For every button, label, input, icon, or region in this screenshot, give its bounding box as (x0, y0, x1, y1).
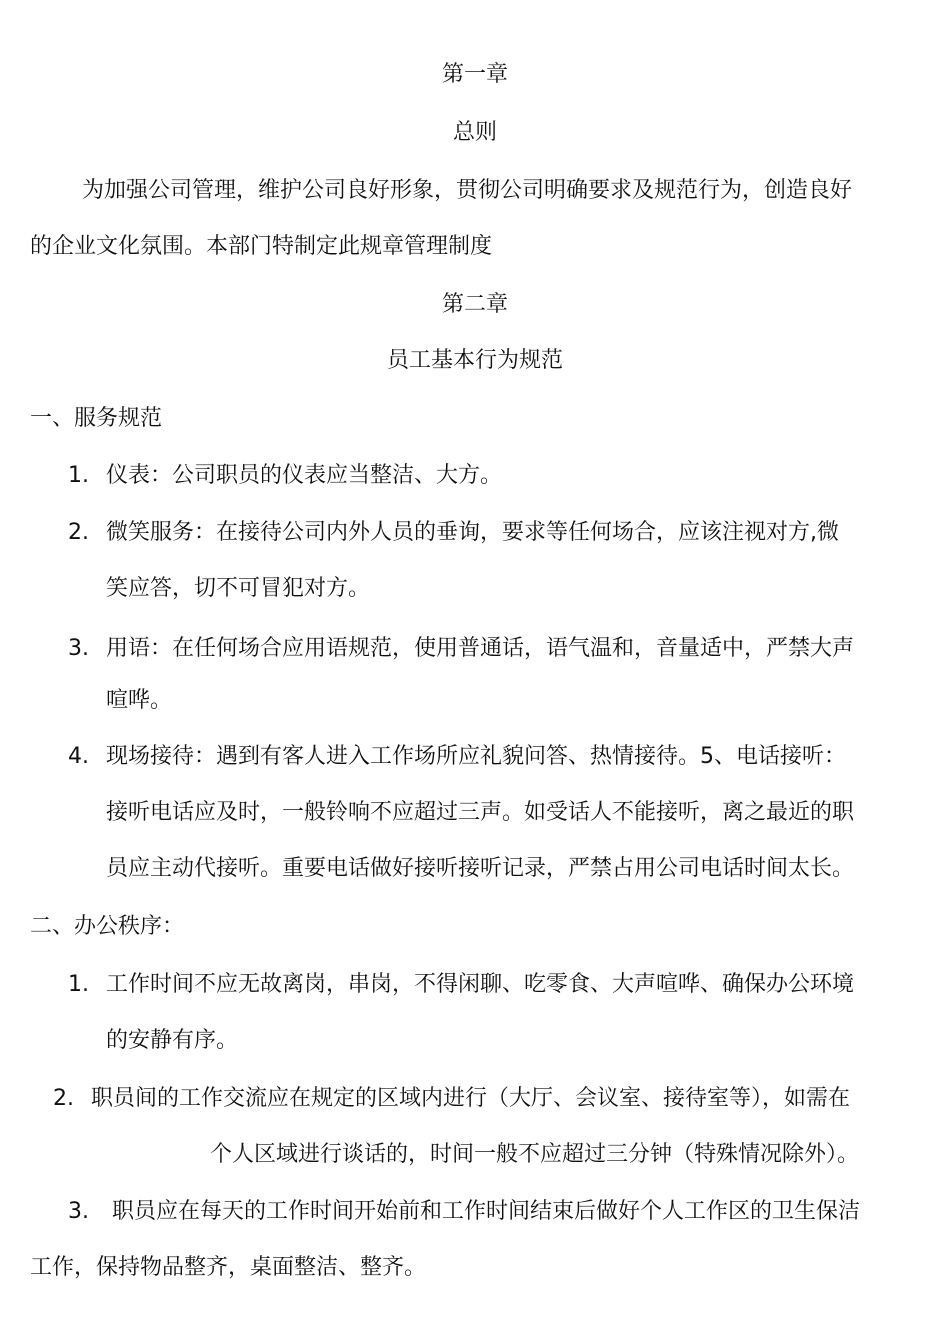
list-item-text: 现场接待：遇到有客人进入工作场所应礼貌问答、热情接待。5、电话接听： (106, 744, 846, 769)
list-item-text: 工作时间不应无故离岗，串岗，不得闲聊、吃零食、大声喧哗、确保办公环境 (106, 972, 855, 997)
list-item-continuation: 接听电话应及时，一般铃响不应超过三声。如受话人不能接听，离之最近的职 (106, 800, 855, 825)
list-item (68, 638, 854, 660)
list-item-number: 2. (68, 520, 89, 545)
list-item-text: 用语：在任何场合应用语规范，使用普通话，语气温和，音量适中，严禁大声 (106, 636, 855, 661)
list-item (53, 1088, 850, 1110)
list-item-number: 1. (68, 972, 89, 997)
list-item-number: 3. (68, 1199, 89, 1224)
list-item-continuation: 工作，保持物品整齐，桌面整洁、整齐。 (30, 1255, 427, 1280)
list-item (68, 465, 502, 487)
list-item (68, 522, 839, 544)
chapter-1-title: 总则 (452, 120, 497, 145)
list-item-number: 3. (68, 636, 89, 661)
list-item-number: 2. (53, 1086, 74, 1111)
list-item-text: 职员间的工作交流应在规定的区域内进行（大厅、会议室、接待室等），如需在 (91, 1086, 851, 1111)
intro-paragraph-line-2: 的企业文化氛围。本部门特制定此规章管理制度 (30, 234, 493, 259)
chapter-1-heading: 第一章 (441, 62, 508, 87)
chapter-2-heading: 第二章 (441, 292, 508, 317)
list-item (68, 1201, 860, 1223)
section-1-title: 一、服务规范 (30, 406, 163, 431)
list-item-number: 1. (68, 463, 89, 488)
list-item-continuation: 员应主动代接听。重要电话做好接听接听记录，严禁占用公司电话时间太长。 (106, 856, 855, 881)
list-item (68, 974, 854, 996)
list-item-text: 仪表：公司职员的仪表应当整洁、大方。 (106, 463, 503, 488)
list-item-text: 微笑服务：在接待公司内外人员的垂询，要求等任何场合，应该注视对方,微 (106, 520, 839, 545)
list-item (68, 746, 846, 768)
list-item-continuation: 喧哗。 (106, 688, 173, 713)
list-item-continuation: 的安静有序。 (106, 1028, 239, 1053)
list-item-number: 4. (68, 744, 89, 769)
section-2-title: 二、办公秩序： (30, 914, 185, 939)
list-item-continuation: 笑应答，切不可冒犯对方。 (106, 576, 371, 601)
intro-paragraph-line-1: 为加强公司管理，维护公司良好形象，贯彻公司明确要求及规范行为，创造良好 (82, 178, 853, 203)
chapter-2-title: 员工基本行为规范 (386, 348, 563, 373)
list-item-continuation: 个人区域进行谈话的，时间一般不应超过三分钟（特殊情况除外）。 (210, 1142, 860, 1167)
list-item-text: 职员应在每天的工作时间开始前和工作时间结束后做好个人工作区的卫生保洁 (112, 1199, 861, 1224)
